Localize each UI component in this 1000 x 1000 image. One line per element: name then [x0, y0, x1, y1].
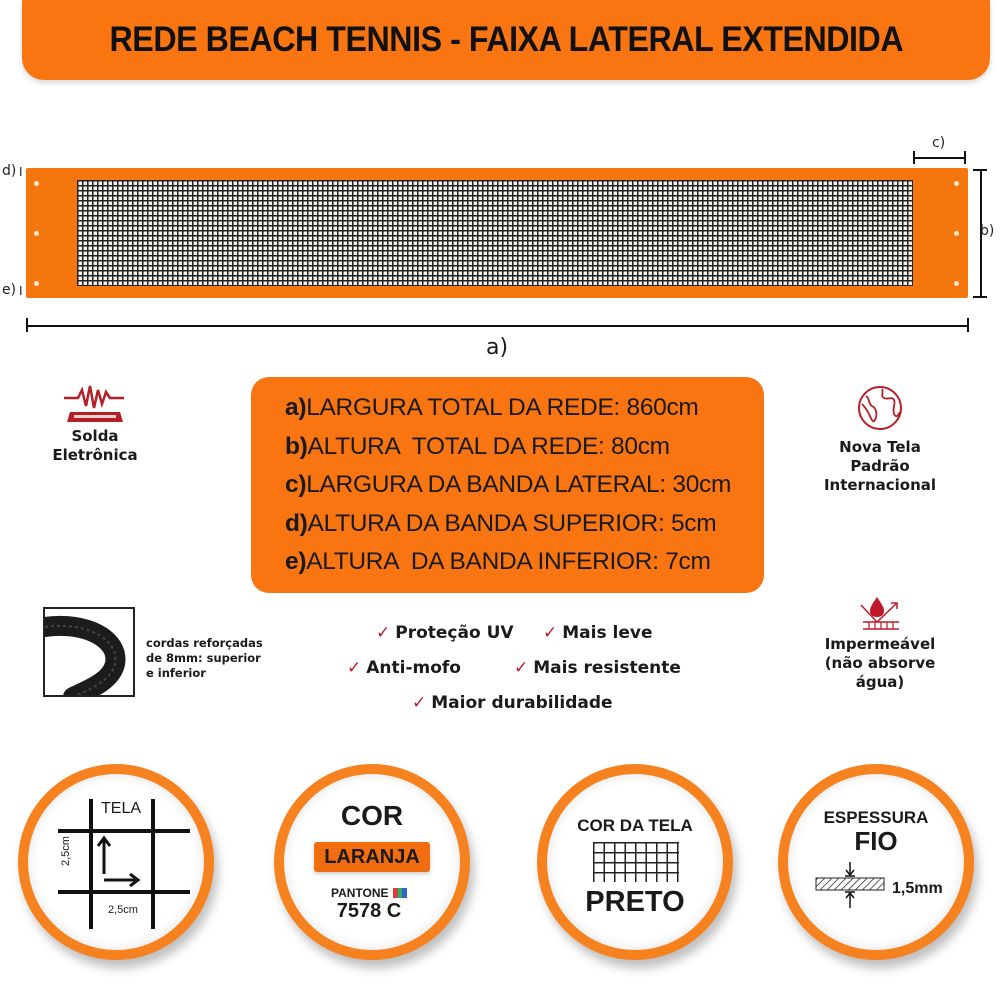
grommet — [954, 231, 959, 236]
espessura-subtitle: FIO — [854, 826, 898, 856]
impermeavel-label-3: água) — [855, 673, 905, 691]
spec-text: LARGURA DA BANDA LATERAL: 30cm — [306, 471, 732, 498]
spec-text: ALTURA TOTAL DA REDE: 80cm — [307, 432, 670, 460]
spec-row — [285, 505, 764, 544]
dimension-tick — [973, 169, 987, 171]
badge-espessura — [778, 764, 974, 960]
title-banner — [22, 0, 990, 80]
grommet — [954, 181, 959, 186]
checklist-item — [412, 693, 613, 713]
checklist-text: Mais resistente — [533, 658, 681, 678]
grommet — [34, 231, 39, 236]
spec-key: a) — [285, 394, 307, 421]
page-title: REDE BEACH TENNIS - FAIXA LATERAL EXTENDIDA — [109, 20, 903, 59]
dimension-line-c — [913, 157, 965, 159]
tela-title: TELA — [101, 800, 142, 817]
check-icon: ✓ — [376, 623, 391, 643]
pantone-label: PANTONE — [330, 886, 389, 900]
grommet — [34, 181, 39, 186]
tela-dim-horizontal: 2,5cm — [108, 904, 138, 916]
dimension-line-a — [26, 325, 968, 327]
checklist-item — [543, 623, 652, 643]
cordas-label-1: cordas reforçadas — [146, 636, 263, 650]
dimension-tick — [26, 318, 28, 332]
spec-key: d) — [285, 509, 308, 537]
spec-key: e) — [285, 548, 307, 575]
spec-row — [285, 543, 764, 582]
water-drop-icon — [855, 595, 905, 631]
dimension-tick — [913, 151, 915, 164]
marker-d-icon: I — [19, 165, 23, 179]
cor-value-badge — [314, 842, 430, 872]
check-icon: ✓ — [543, 623, 558, 643]
cordas-label-3: e inferior — [146, 666, 206, 680]
spec-key: c) — [285, 471, 307, 498]
grommet — [954, 281, 959, 286]
spec-row — [285, 428, 764, 467]
espessura-title: ESPESSURA — [823, 808, 929, 827]
dimension-tick — [967, 318, 969, 332]
spec-text: ALTURA DA BANDA INFERIOR: 7cm — [306, 548, 711, 575]
cordas-label-2: de 8mm: superior — [146, 651, 261, 665]
feature-nova-tela — [810, 384, 950, 495]
specs-box — [251, 377, 764, 593]
check-icon: ✓ — [514, 658, 529, 678]
marker-e-icon: I — [19, 284, 23, 298]
welding-icon — [60, 382, 130, 427]
spec-text: LARGURA TOTAL DA REDE: 860cm — [306, 394, 699, 421]
checklist-text: Proteção UV — [395, 623, 514, 643]
label-a: a) — [486, 335, 509, 360]
checklist-item — [347, 658, 461, 678]
spec-row — [285, 466, 764, 505]
impermeavel-label-2: (não absorve — [824, 654, 936, 672]
nova-tela-label-3: Internacional — [823, 476, 937, 494]
rope-icon — [45, 609, 135, 697]
nova-tela-label-2: Padrão — [850, 457, 910, 475]
checklist-text: Mais leve — [562, 623, 653, 643]
feature-cordas — [146, 636, 263, 681]
solda-label-1: Solda — [71, 427, 119, 445]
espessura-value: 1,5mm — [892, 880, 943, 897]
grommet — [34, 281, 39, 286]
label-c: c) — [932, 135, 946, 151]
checklist-item — [514, 658, 681, 678]
feature-impermeavel — [810, 595, 950, 692]
globe-icon — [856, 384, 904, 432]
checklist-item — [376, 623, 514, 643]
check-icon: ✓ — [412, 693, 427, 713]
dimension-tick — [964, 151, 966, 164]
checklist-text: Maior durabilidade — [431, 693, 613, 713]
feature-solda — [40, 382, 150, 465]
net-mesh — [77, 180, 913, 286]
spec-key: b) — [285, 432, 308, 460]
dimension-tick — [973, 296, 987, 298]
label-d: d) — [2, 163, 17, 179]
rope-image — [43, 607, 135, 697]
badge-cor — [274, 764, 470, 960]
spec-text: ALTURA DA BANDA SUPERIOR: 5cm — [307, 509, 717, 537]
label-b: b) — [980, 223, 995, 239]
label-e: e) — [2, 282, 17, 298]
mesh-icon — [593, 842, 679, 882]
cor-title: COR — [340, 800, 404, 831]
nova-tela-label-1: Nova Tela — [839, 438, 921, 456]
cor-tela-title: COR DA TELA — [577, 816, 693, 835]
pantone-logo-icon — [393, 888, 407, 898]
check-icon: ✓ — [347, 658, 362, 678]
thickness-icon — [814, 860, 894, 910]
badge-cor-tela — [537, 764, 733, 960]
pantone-code: 7578 C — [336, 900, 402, 922]
spec-row — [285, 389, 764, 428]
cor-value: LARANJA — [324, 845, 420, 868]
tela-dim-vertical: 2,5cm — [60, 836, 72, 866]
checklist-text: Anti-mofo — [366, 658, 461, 678]
badge-tela — [18, 764, 214, 960]
solda-label-2: Eletrônica — [52, 446, 138, 464]
impermeavel-label-1: Impermeável — [824, 635, 936, 653]
cor-tela-value: PRETO — [585, 886, 685, 918]
